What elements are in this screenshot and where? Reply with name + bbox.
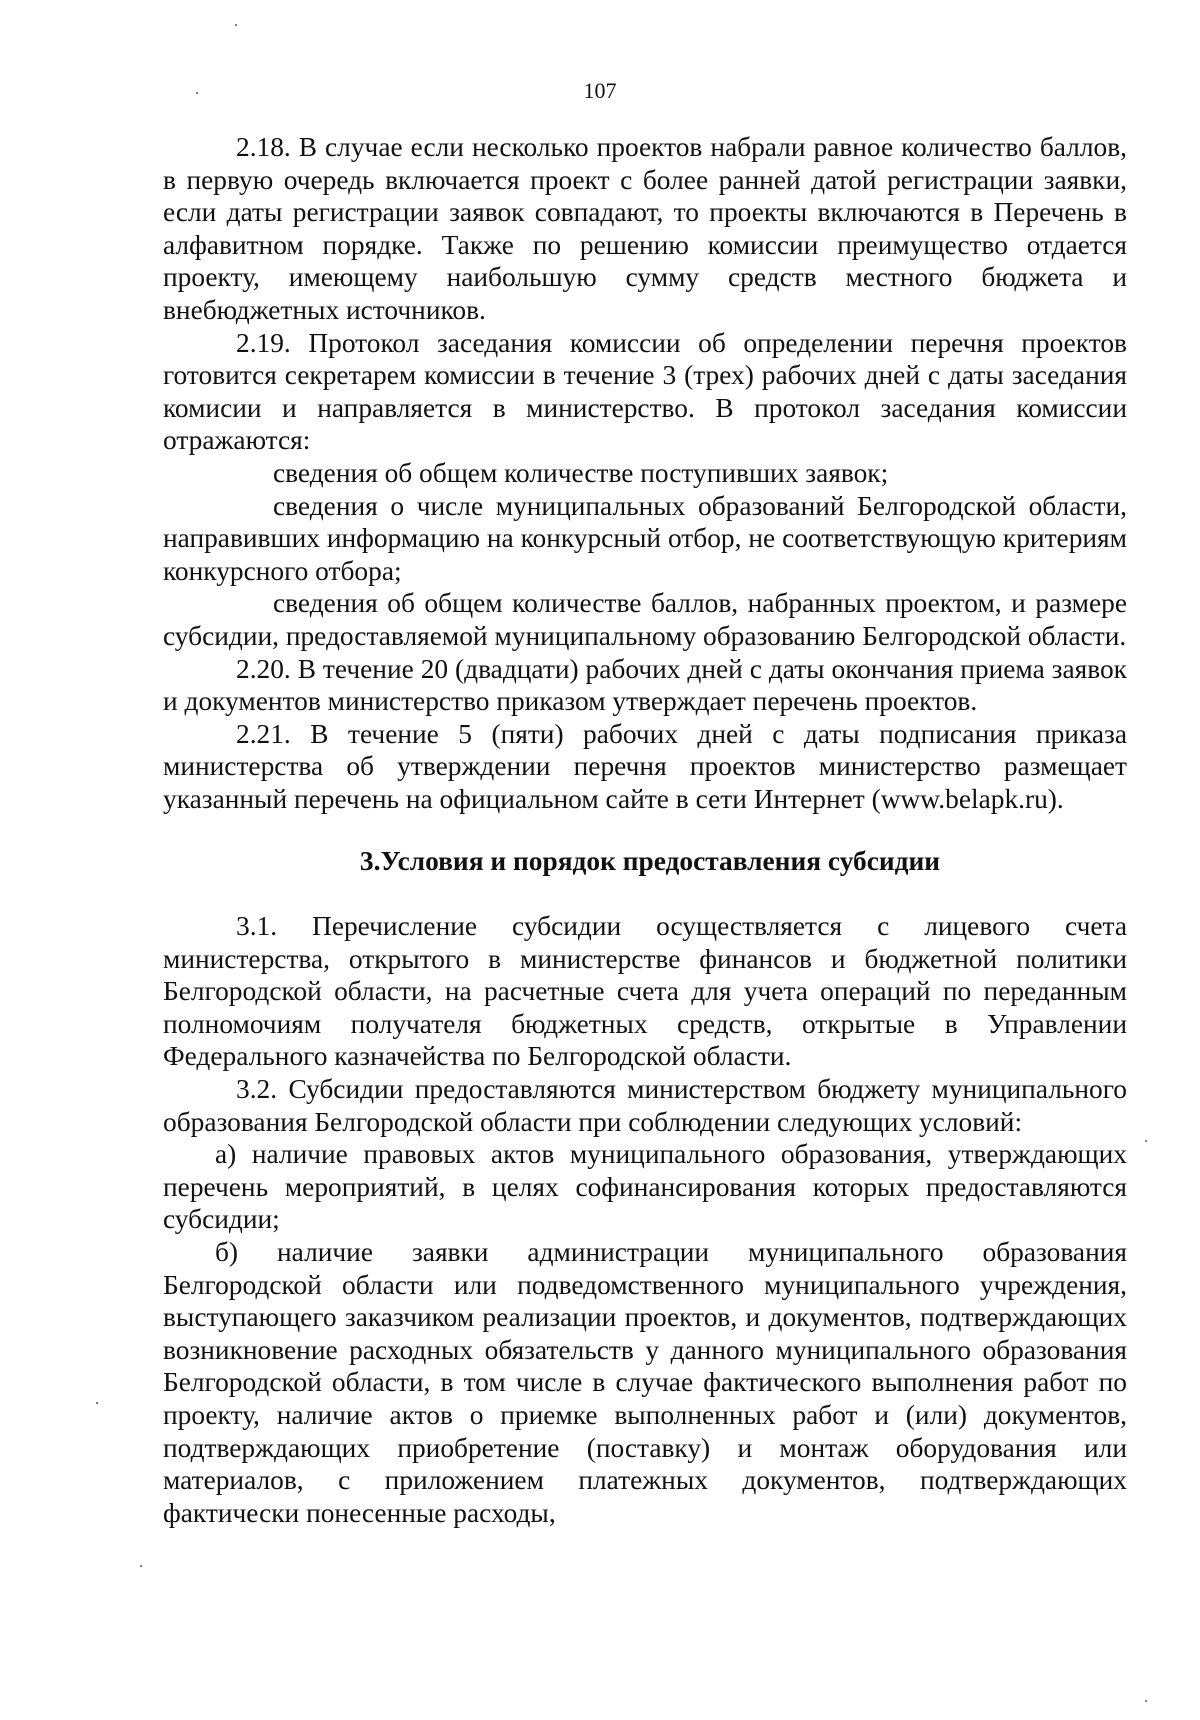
paragraph-2-19: 2.19. Протокол заседания комиссии об определении перечня проектов готовится секретарем комиссии в течение 3 (трех) рабочих дней с даты заседания комисии и направляется в министерство. В протокол заседания комиссии отражаются:: [163, 327, 1127, 456]
scan-speck: [96, 1402, 98, 1404]
paragraph-3-2: 3.2. Субсидии предоставляются министерством бюджету муниципального образования Белгородской области при соблюдении следующих условий:: [163, 1074, 1127, 1137]
scan-speck: [1145, 1700, 1147, 1702]
scan-speck: [140, 1565, 142, 1567]
condition-a: а) наличие правовых актов муниципального образования, утверждающих перечень мероприятий, в целях софинансирования которых предоставляются субсидии;: [163, 1139, 1127, 1235]
list-item-municipalities-noncompliant: сведения о числе муниципальных образований Белгородской области, направивших информацию на конкурсный отбор, не соответствующую критериям конкурсного отбора;: [163, 490, 1127, 586]
list-item-points-and-subsidy: сведения об общем количестве баллов, набранных проектом, и размере субсидии, предоставляемой муниципальному образованию Белгородской области.: [163, 588, 1127, 651]
paragraph-3-1: 3.1. Перечисление субсидии осуществляется с лицевого счета министерства, открытого в министерстве финансов и бюджетной политики Белгородской области, на расчетные счета для учета операций по переданным полномочиям получателя бюджетных средств, открытые в Управлении Федерального казначейства по Белгородской области.: [163, 911, 1127, 1072]
condition-b: б) наличие заявки администрации муниципального образования Белгородской области или подведомственного муниципального учреждения, выступающего заказчиком реализации проектов, и документов, подтверждающих возникновение расходных обязательств у данного муниципального образования Белгородской области, в том числе в случае фактического выполнения работ по проекту, наличие актов о приемке выполненных работ и (или) документов, подтверждающих приобретение (поставку) и монтаж оборудования или материалов, с приложением платежных документов, подтверждающих фактически понесенные расходы,: [163, 1237, 1127, 1528]
paragraph-2-21: 2.21. В течение 5 (пяти) рабочих дней с даты подписания приказа министерства об утверждении перечня проектов министерство размещает указанный перечень на официальном сайте в сети Интернет (www.belapk.ru).: [163, 718, 1127, 814]
scan-speck: [235, 24, 237, 26]
section-heading: 3.Условия и порядок предоставления субсидии: [359, 846, 941, 877]
list-item-applications-count: сведения об общем количестве поступивших заявок;: [273, 457, 889, 488]
scan-speck: [1145, 1140, 1147, 1142]
document-body: [163, 131, 1127, 1529]
paragraph-2-18: 2.18. В случае если несколько проектов набрали равное количество баллов, в первую очередь включается проект с более ранней датой регистрации заявки, если даты регистрации заявок совпадают, то проекты включаются в Перечень в алфавитном порядке. Также по решению комиссии преимущество отдается проекту, имеющему наибольшую сумму средств местного бюджета и внебюджетных источников.: [163, 132, 1127, 325]
paragraph-2-20: 2.20. В течение 20 (двадцати) рабочих дней с даты окончания приема заявок и документов министерство приказом утверждает перечень проектов.: [163, 653, 1127, 717]
page-number: 107: [583, 78, 617, 103]
